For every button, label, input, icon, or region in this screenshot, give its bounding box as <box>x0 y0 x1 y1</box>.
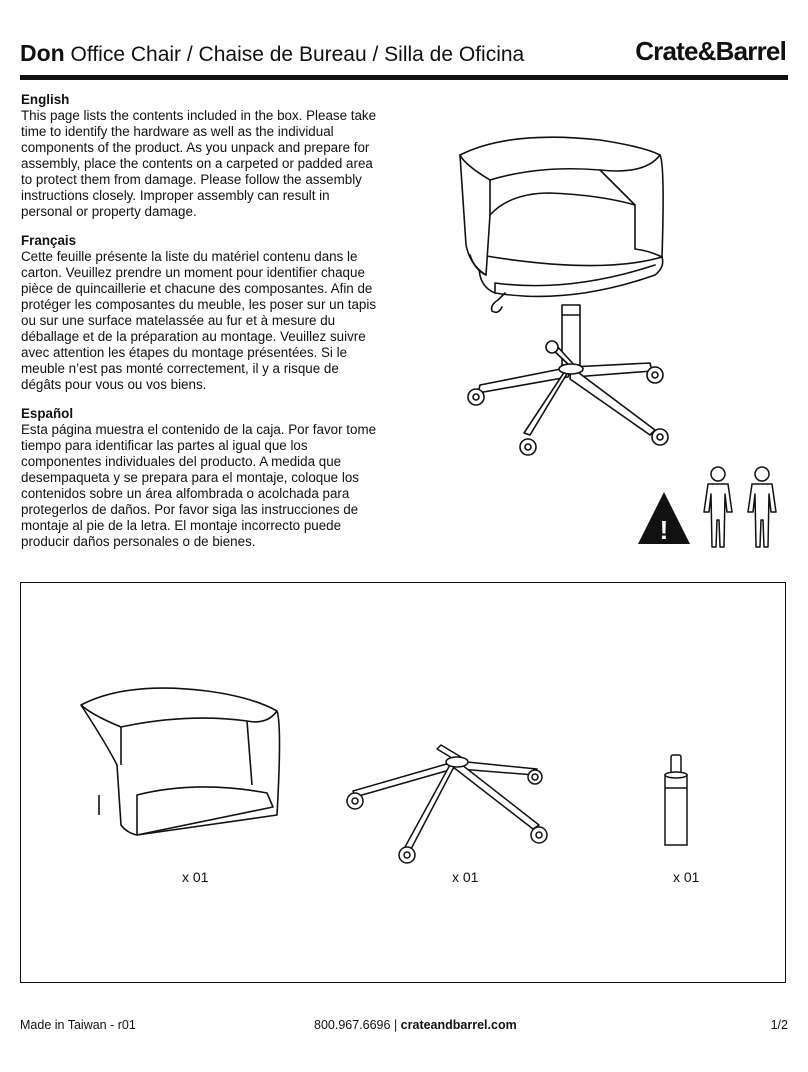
two-person-icon <box>704 467 776 547</box>
star-base-qty: x 01 <box>452 869 479 885</box>
warning-triangle-icon <box>638 492 690 545</box>
gas-cylinder-qty: x 01 <box>673 869 700 885</box>
french-block <box>21 233 381 393</box>
brand-logo: Crate&Barrel <box>635 36 786 66</box>
french-text: Cette feuille présente la liste du matériel contenu dans le carton. Veuillez prendre un moment pour identifier chaque pièce de quincaillerie et chacune des composantes. Afin de protéger les composantes du meuble, les poser sur un tapis ou sur une surface matelassée au fur et à mesure du déballage et de la préparation au montage. Veuillez suivre avec attention les étapes du montage présentées. Si le meuble n’est pas monté correctement, il y a risque de dégâts pour vous ou vos biens. <box>21 249 377 392</box>
french-heading: Français <box>21 233 77 248</box>
product-name: Don <box>20 40 65 66</box>
english-text: This page lists the contents included in the box. Please take time to identify the hardware as well as the individual components of the product. As you unpack and prepare for assembly, place the contents on a carpeted or padded area to protect them from damage. Please follow the assembly instructions closely. Improper assembly can result in personal or property damage. <box>21 108 377 219</box>
footer-origin: Made in Taiwan - r01 <box>20 1018 136 1032</box>
footer-contact <box>314 1018 517 1032</box>
title-rest: Office Chair / Chaise de Bureau / Silla de Oficina <box>64 43 525 66</box>
gas-cylinder-part <box>661 753 691 858</box>
seat-shell-part <box>77 685 277 850</box>
chair-illustration <box>450 135 680 475</box>
spanish-heading: Español <box>21 406 74 421</box>
footer-website[interactable]: crateandbarrel.com <box>400 1018 517 1032</box>
spanish-block <box>21 406 381 550</box>
document-header <box>20 36 788 74</box>
intro-text <box>21 92 381 563</box>
seat-shell-qty: x 01 <box>182 869 209 885</box>
english-block <box>21 92 381 220</box>
star-base-part <box>347 743 547 878</box>
page-number: 1/2 <box>770 1018 788 1032</box>
warning-symbol: ! <box>659 515 669 545</box>
warning-area <box>636 462 796 557</box>
spanish-text: Esta página muestra el contenido de la caja. Por favor tome tiempo para identificar las partes al igual que los componentes individuales del producto. A medida que desempaqueta y se prepara para el montaje, coloque los contenidos sobre un área alfombrada o acolchada para protegerlos de daños. Por favor siga las instrucciones de montaje al pie de la letra. El montaje incorrecto puede producir daños personales o de bienes. <box>21 422 377 549</box>
header-rule <box>20 75 788 80</box>
english-heading: English <box>21 92 70 107</box>
page-title <box>20 40 524 67</box>
footer-phone: 800.967.6696 | <box>314 1018 401 1032</box>
parts-box <box>20 582 786 983</box>
